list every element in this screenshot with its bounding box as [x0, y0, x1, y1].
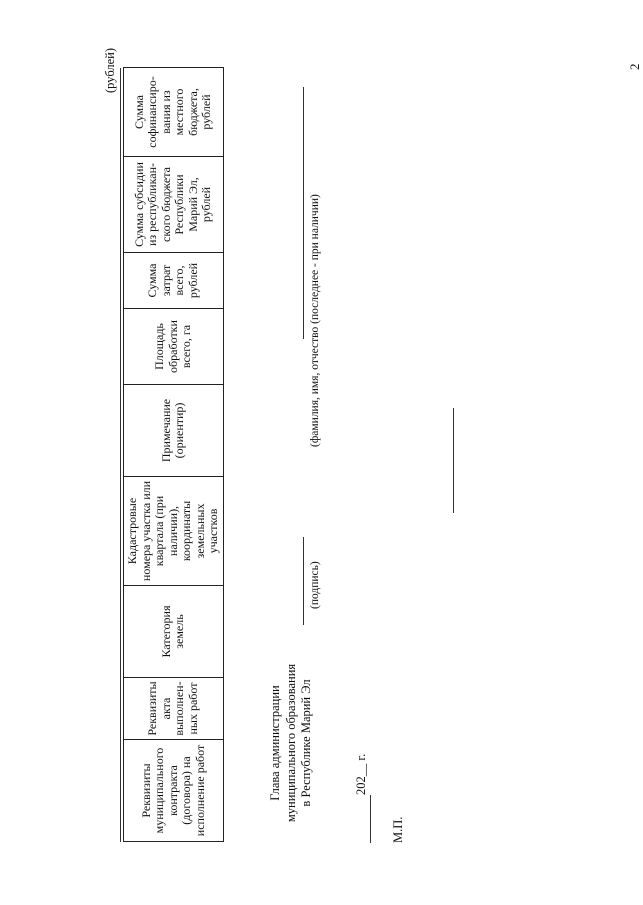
header-republic-subsidy: Сумма субсидии из республикан-ского бюджета Республики Марий Эл, рублей: [124, 157, 224, 253]
header-contract: Реквизиты муниципального контракта (договора) на исполнение работ: [124, 740, 224, 842]
signatory-title: [268, 633, 315, 853]
header-total-cost: Сумма затрат всего, рублей: [124, 253, 224, 309]
header-act: Реквизиты акта выполнен-ных работ: [124, 678, 224, 740]
signatory-title-line3: в Республике Марий Эл: [299, 679, 313, 807]
table-header-row: [124, 68, 224, 842]
page-number: 2: [627, 63, 642, 70]
signature-line: [303, 537, 304, 625]
header-cadastral: Кадастровые номера участка или квартала (при наличии), координаты земельных участков: [124, 477, 224, 586]
signatory-title-line2: муниципального образования: [283, 663, 298, 823]
name-caption: (фамилия, имя, отчество (последнее - при наличии): [309, 194, 321, 447]
date-year: 202__ г.: [354, 753, 368, 795]
header-area: Площадь обработки всего, га: [124, 309, 224, 385]
name-line: [303, 87, 304, 339]
header-note: Примечание (ориентир): [124, 385, 224, 477]
unit-caption: (рублей): [103, 47, 117, 93]
report-table: [123, 67, 224, 842]
extra-line: [453, 408, 454, 513]
signature-caption: (подпись): [309, 561, 321, 609]
header-land-category: Категория земель: [124, 586, 224, 678]
table-top-line: [120, 68, 121, 842]
stamp-placeholder: М.П.: [391, 816, 405, 843]
header-local-cofinancing: Сумма софинансиро-вания из местного бюджета, рублей: [124, 68, 224, 157]
date-day-line: [370, 795, 371, 843]
signatory-title-line1: Глава администрации: [268, 685, 282, 801]
